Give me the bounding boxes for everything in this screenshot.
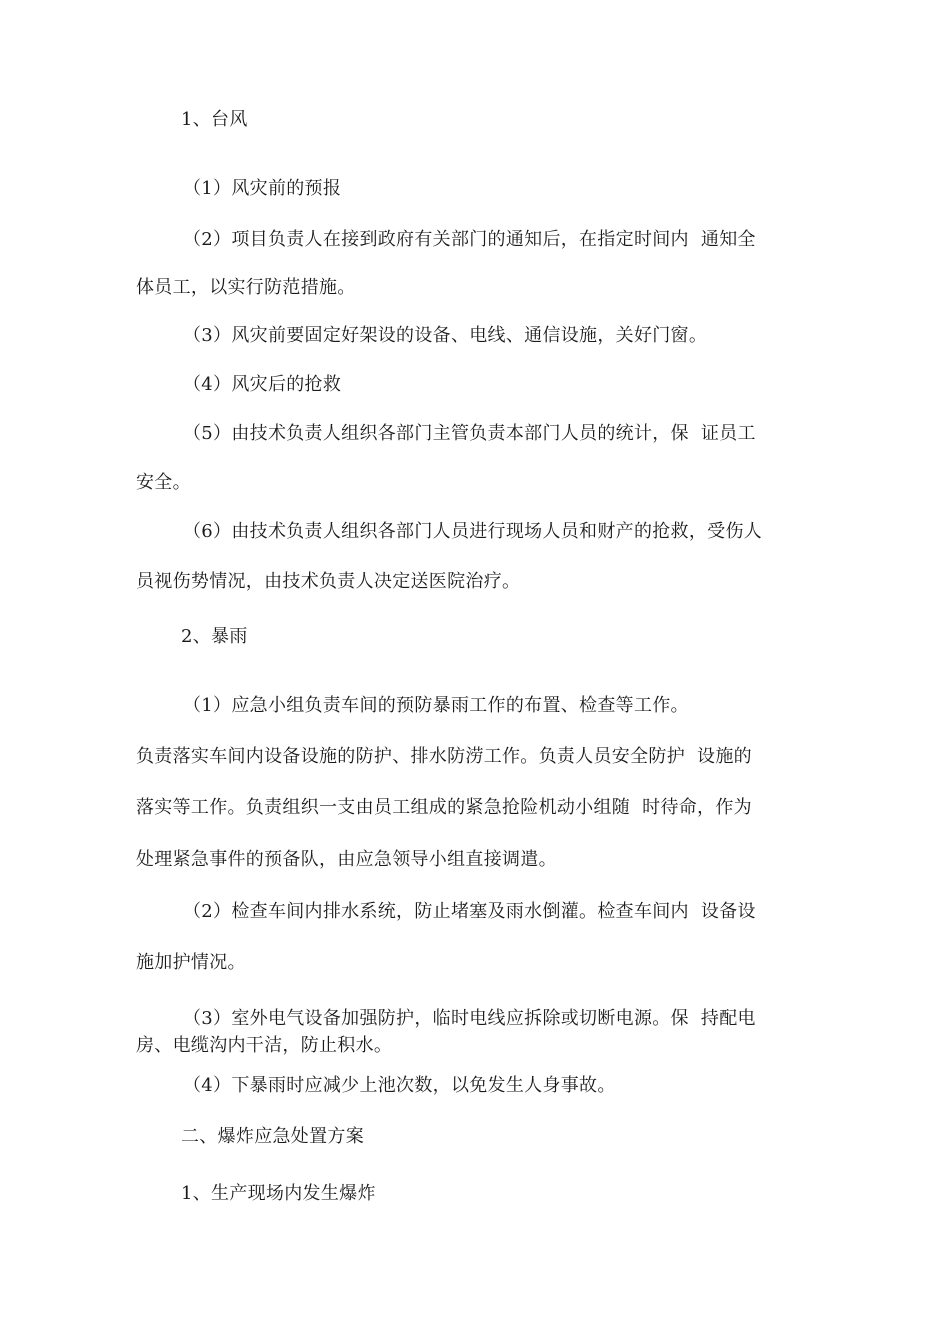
- heading-explosion-plan: 二、爆炸应急处置方案: [181, 1126, 364, 1147]
- paragraph-line: （3）风灾前要固定好架设的设备、电线、通信设施，关好门窗。: [183, 325, 708, 346]
- paragraph-line: 施加护情况。: [136, 952, 246, 973]
- paragraph-line: （1）风灾前的预报: [183, 178, 342, 199]
- paragraph-line: 房、电缆沟内干洁，防止积水。: [136, 1035, 393, 1056]
- heading-onsite-explosion: 1、生产现场内发生爆炸: [181, 1183, 376, 1204]
- paragraph-line: 安全。: [136, 472, 191, 493]
- paragraph-line: （3）室外电气设备加强防护，临时电线应拆除或切断电源。保 持配电: [183, 1008, 756, 1029]
- paragraph-line: 处理紧急事件的预备队，由应急领导小组直接调遣。: [136, 849, 557, 870]
- paragraph-line: 落实等工作。负责组织一支由员工组成的紧急抢险机动小组随 时待命，作为: [136, 797, 752, 818]
- paragraph-line: （4）风灾后的抢救: [183, 374, 342, 395]
- heading-rainstorm: 2、暴雨: [181, 626, 248, 647]
- paragraph-line: 员视伤势情况，由技术负责人决定送医院治疗。: [136, 571, 521, 592]
- paragraph-line: （2）项目负责人在接到政府有关部门的通知后，在指定时间内 通知全: [183, 229, 756, 250]
- paragraph-line: （2）检查车间内排水系统，防止堵塞及雨水倒灌。检查车间内 设备设: [183, 901, 756, 922]
- paragraph-line: （1）应急小组负责车间的预防暴雨工作的布置、检查等工作。: [183, 695, 689, 716]
- heading-typhoon: 1、台风: [181, 109, 248, 130]
- paragraph-line: （5）由技术负责人组织各部门主管负责本部门人员的统计，保 证员工: [183, 423, 756, 444]
- paragraph-line: （6）由技术负责人组织各部门人员进行现场人员和财产的抢救，受伤人: [183, 521, 763, 542]
- paragraph-line: （4）下暴雨时应减少上池次数，以免发生人身事故。: [183, 1075, 616, 1096]
- paragraph-line: 体员工，以实行防范措施。: [136, 277, 356, 298]
- paragraph-line: 负责落实车间内设备设施的防护、排水防涝工作。负责人员安全防护 设施的: [136, 746, 752, 767]
